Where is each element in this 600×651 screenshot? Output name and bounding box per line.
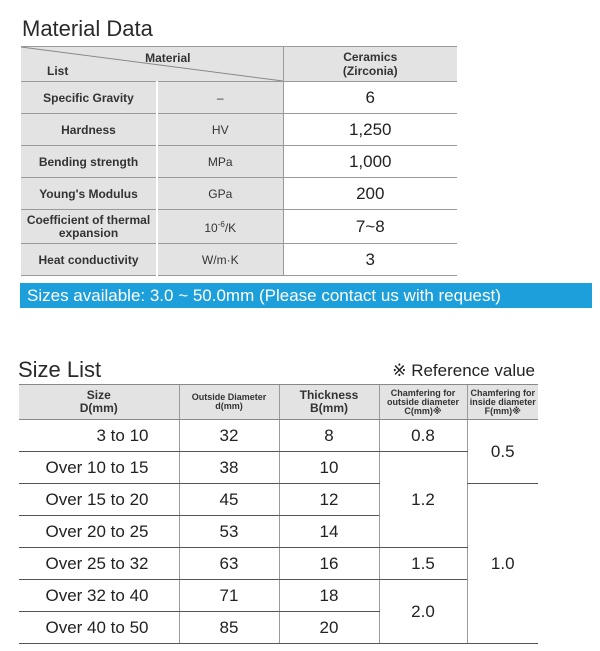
property-value: 1,000 [283,146,457,178]
size-cell: Over 15 to 20 [19,484,179,516]
material-row [21,82,457,114]
size-row [19,420,538,452]
thickness-header-line1: Thickness [299,388,359,402]
cf-header-line3: F(mm)※ [484,405,521,416]
cf-header-line2: inside diameter [469,396,536,407]
property-label: Specific Gravity [21,82,157,114]
property-label: Young's Modulus [21,178,157,210]
property-unit: GPa [157,178,283,210]
material-row [21,178,457,210]
size-header-line2: D(mm) [79,401,118,415]
thickness-cell: 12 [279,484,379,516]
thickness-cell: 8 [279,420,379,452]
size-row [19,580,538,612]
material-label: Material [145,51,191,65]
size-header-line1: Size [86,388,111,402]
list-label: List [47,64,69,78]
material-header-row [21,47,457,82]
cc-header-line3: C(mm)※ [404,405,442,416]
chamfer-outside-header [379,385,467,420]
reference-note: ※ Reference value [392,361,535,380]
chamfer-outside-cell: 1.2 [379,452,467,548]
thickness-cell: 14 [279,516,379,548]
thickness-cell: 16 [279,548,379,580]
thickness-cell: 10 [279,452,379,484]
thickness-header-line2: B(mm) [310,401,348,415]
outside-diameter-cell: 85 [179,612,279,644]
outside-diameter-cell: 53 [179,516,279,548]
property-value: 6 [283,82,457,114]
chamfer-outside-cell: 1.5 [379,548,467,580]
material-row [21,146,457,178]
property-label-line1: Coefficient of thermal [26,212,151,227]
size-cell: Over 25 to 32 [19,548,179,580]
size-header-row [19,385,538,420]
size-row [19,548,538,580]
property-label: Hardness [21,114,157,146]
material-data-title: Material Data [22,16,153,41]
size-cell: Over 20 to 25 [19,516,179,548]
size-row [19,452,538,484]
outside-diameter-cell: 38 [179,452,279,484]
property-unit: – [157,82,283,114]
ceramics-header [283,47,457,82]
unit-base: 10 [204,221,218,235]
property-label: Heat conductivity [21,244,157,276]
property-label [21,210,157,244]
property-label: Bending strength [21,146,157,178]
material-row [21,244,457,276]
size-list-table [19,384,538,644]
ceramics-label: Ceramics [343,50,398,64]
property-unit: MPa [157,146,283,178]
thickness-header [279,385,379,420]
cc-header-line1: Chamfering for [390,387,456,398]
size-header [19,385,179,420]
chamfer-outside-cell: 2.0 [379,580,467,644]
cc-header-line2: outside diameter [386,396,460,407]
material-data-table [21,46,457,276]
od-header-line2: d(mm) [215,401,243,411]
size-cell: Over 10 to 15 [19,452,179,484]
unit-tail: /K [224,221,237,235]
material-list-header-cell [21,47,283,82]
property-value: 200 [283,178,457,210]
size-cell: Over 32 to 40 [19,580,179,612]
size-cell: 3 to 10 [19,420,179,452]
sizes-available-banner: Sizes available: 3.0 ~ 50.0mm (Please contact us with request) [20,283,592,308]
outside-diameter-cell: 32 [179,420,279,452]
material-row [21,114,457,146]
property-value: 3 [283,244,457,276]
outside-diameter-cell: 71 [179,580,279,612]
size-list-title: Size List [18,357,102,382]
thickness-cell: 20 [279,612,379,644]
property-unit: HV [157,114,283,146]
chamfer-inside-header [467,385,538,420]
outside-diameter-cell: 63 [179,548,279,580]
outside-diameter-cell: 45 [179,484,279,516]
material-row [21,210,457,244]
size-cell: Over 40 to 50 [19,612,179,644]
zirconia-label: (Zirconia) [342,64,398,78]
cf-header-line1: Chamfering for [470,387,535,398]
outside-diameter-header [179,385,279,420]
property-unit: W/m·K [157,244,283,276]
od-header-line1: Outside Diameter [191,392,267,402]
chamfer-outside-cell: 0.8 [379,420,467,452]
thickness-cell: 18 [279,580,379,612]
property-value: 1,250 [283,114,457,146]
property-label-line2: expansion [58,225,119,240]
chamfer-inside-cell: 0.5 [467,420,538,484]
chamfer-inside-cell: 1.0 [467,484,538,644]
property-unit [157,210,283,244]
property-value: 7~8 [283,210,457,244]
unit-exponent: -6 [217,220,225,229]
